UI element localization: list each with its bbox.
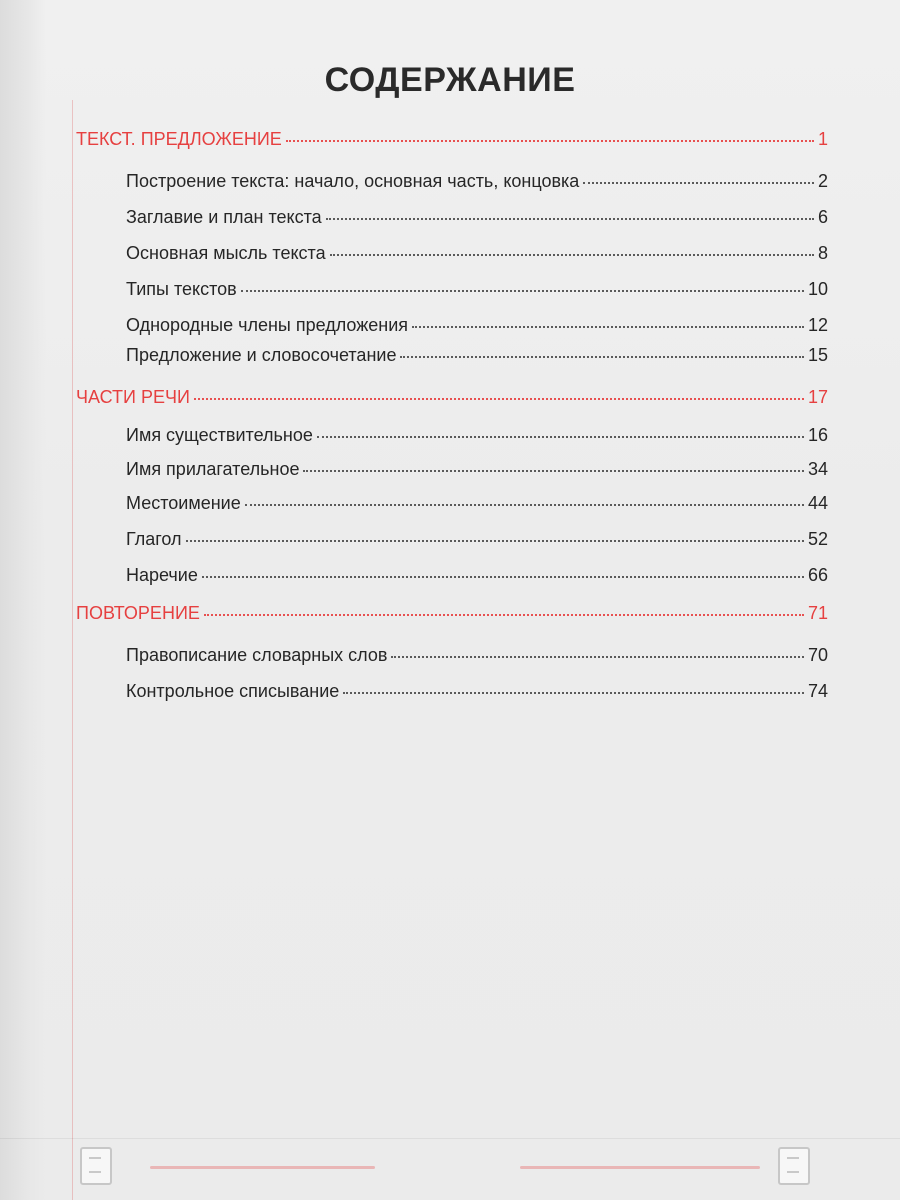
toc-section-title: ПОВТОРЕНИЕ [76,603,200,623]
toc-page-number: 34 [807,459,828,479]
toc-page-number: 8 [817,243,828,263]
worksheet-icon [778,1147,810,1185]
toc-item-title: Глагол [126,529,182,549]
toc-leader [194,398,804,400]
toc-page-number: 52 [807,529,828,549]
toc-leader [204,614,804,616]
toc-leader [343,692,804,694]
toc-section-title: ЧАСТИ РЕЧИ [76,387,190,407]
toc-item-title: Имя прилагательное [126,459,300,479]
toc-item-title: Имя существительное [126,425,313,445]
toc-item-dictionary-words[interactable] [126,644,828,668]
toc-page-number: 16 [807,425,828,445]
toc-page-number: 74 [807,681,828,701]
toc-item-title: Местоимение [126,493,241,513]
toc-page-number: 71 [807,603,828,623]
page-footer [0,1138,900,1191]
toc-item-title: Построение текста: начало, основная часть, концовка [126,171,580,191]
toc-leader [202,576,804,578]
toc-page-number: 1 [817,129,828,149]
footer-accent-bar [150,1166,375,1169]
toc-page-number: 15 [807,345,828,365]
toc-leader [583,182,814,184]
toc-item-text-types[interactable] [126,278,828,302]
toc-page-number: 17 [807,387,828,407]
toc-item-main-idea[interactable] [126,242,828,266]
footer-accent-bar [520,1166,760,1169]
toc-section-title: ТЕКСТ. ПРЕДЛОЖЕНИЕ [76,129,282,149]
toc-page-number: 2 [817,171,828,191]
toc-section-parts-of-speech[interactable] [76,386,828,410]
toc-item-adverb[interactable] [126,564,828,588]
toc-item-control-copying[interactable] [126,680,828,704]
toc-item-title-plan[interactable] [126,206,828,230]
page-title: СОДЕРЖАНИЕ [324,60,576,99]
toc-item-title: Однородные члены предложения [126,315,409,335]
toc-leader [330,254,814,256]
toc-section-repetition[interactable] [76,602,828,626]
toc-item-title: Правописание словарных слов [126,645,388,665]
toc-leader [391,656,804,658]
toc-leader [241,290,804,292]
toc-page-number: 66 [807,565,828,585]
toc-item-adjective[interactable] [126,458,828,482]
toc-page-number: 70 [807,645,828,665]
toc-item-sentence-phrase[interactable] [126,344,828,368]
toc-item-title: Типы текстов [126,279,237,299]
toc-item-text-structure[interactable] [126,170,828,194]
toc-page-number: 10 [807,279,828,299]
toc-leader [400,356,804,358]
toc-item-homogeneous-members[interactable] [126,314,828,338]
toc-leader [412,326,804,328]
toc-leader [186,540,804,542]
toc-item-title: Заглавие и план текста [126,207,322,227]
toc-item-title: Предложение и словосочетание [126,345,397,365]
toc-leader [326,218,814,220]
toc-item-title: Наречие [126,565,198,585]
toc-page-number: 44 [807,493,828,513]
toc-leader [303,470,803,472]
toc-page-number: 12 [807,315,828,335]
worksheet-icon [80,1147,112,1185]
toc-leader [245,504,804,506]
toc-item-title: Основная мысль текста [126,243,326,263]
toc-page-number: 6 [817,207,828,227]
toc-item-verb[interactable] [126,528,828,552]
toc-leader [317,436,804,438]
toc-leader [286,140,814,142]
toc-item-pronoun[interactable] [126,492,828,516]
toc-item-title: Контрольное списывание [126,681,340,701]
toc-item-noun[interactable] [126,424,828,448]
toc-section-text-sentence[interactable] [76,128,828,152]
